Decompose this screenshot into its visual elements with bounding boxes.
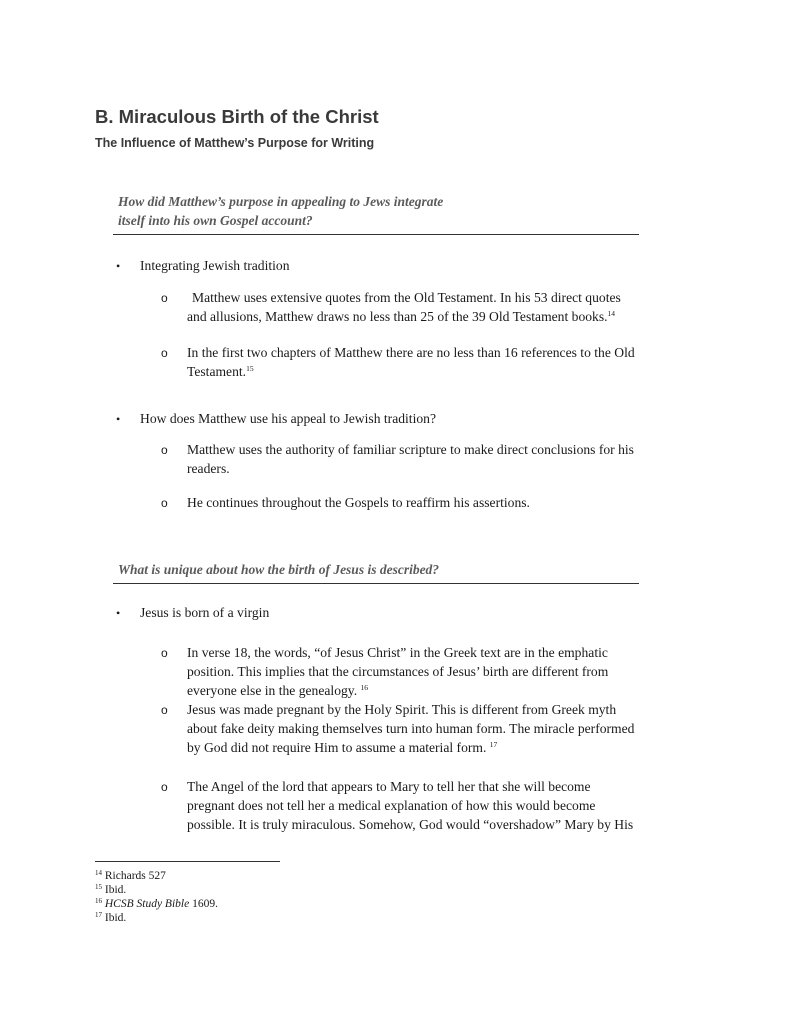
reaffirm-line: He continues throughout the Gospels to reaffirm his assertions. bbox=[187, 495, 530, 510]
footnote-ref-14: 14 bbox=[607, 309, 616, 318]
angel-line-3: possible. It is truly miraculous. Somehow, God would “overshadow” Mary by His bbox=[187, 817, 634, 832]
references-line-1: In the first two chapters of Matthew there are no less than 16 references to the Old bbox=[187, 345, 635, 360]
footnote-separator bbox=[95, 861, 280, 862]
references-line-2: Testament.$^{15}$ bbox=[187, 364, 254, 379]
bullet-marker: • bbox=[116, 412, 121, 426]
authority-line-2: readers. bbox=[187, 461, 230, 476]
question-2-underline bbox=[113, 583, 639, 584]
footnote-ref-16: 16 bbox=[360, 683, 369, 692]
sub-bullet-marker: o bbox=[161, 346, 168, 360]
footnote-ref-17: 17 bbox=[489, 740, 498, 749]
question-1-line-2: itself into his own Gospel account? bbox=[118, 213, 313, 228]
sub-bullet-marker: o bbox=[161, 496, 168, 510]
verse-18-line-2: position. This implies that the circumstances of Jesus’ birth are different from bbox=[187, 664, 609, 679]
footnote-17: $^{17}$ Ibid. bbox=[95, 911, 127, 924]
bullet-integrating-tradition: Integrating Jewish tradition bbox=[140, 258, 290, 273]
holy-spirit-line-2: about fake deity making themselves turn into human form. The miracle performed bbox=[187, 721, 635, 736]
authority-line-1: Matthew uses the authority of familiar scripture to make direct conclusions for his bbox=[187, 442, 634, 457]
question-2: What is unique about how the birth of Jesus is described? bbox=[118, 562, 440, 577]
question-1-underline bbox=[113, 234, 639, 235]
sub-bullet-marker: o bbox=[161, 443, 168, 457]
quotes-line-1: Matthew uses extensive quotes from the Old Testament. In his 53 direct quotes bbox=[192, 290, 621, 305]
sub-bullet-marker: o bbox=[161, 703, 168, 717]
section-subtitle: The Influence of Matthew’s Purpose for Writing bbox=[95, 136, 375, 150]
footnote-16: $^{16}$ HCSB Study Bible 1609. bbox=[95, 897, 218, 910]
section-title: B. Miraculous Birth of the Christ bbox=[95, 106, 379, 127]
verse-18-line-3: everyone else in the genealogy. $^{16}$ bbox=[187, 683, 369, 698]
footnote-15: $^{15}$ Ibid. bbox=[95, 883, 127, 896]
bullet-marker: • bbox=[116, 259, 121, 273]
bullet-appeal-question: How does Matthew use his appeal to Jewish tradition? bbox=[140, 411, 436, 426]
bullet-marker: • bbox=[116, 606, 121, 620]
footnote-ref-15: 15 bbox=[246, 364, 254, 373]
verse-18-line-1: In verse 18, the words, “of Jesus Christ” in the Greek text are in the emphatic bbox=[187, 645, 608, 660]
sub-bullet-marker: o bbox=[161, 780, 168, 794]
sub-bullet-marker: o bbox=[161, 291, 168, 305]
sub-bullet-marker: o bbox=[161, 646, 168, 660]
angel-line-2: pregnant does not tell her a medical explanation of how this would become bbox=[187, 798, 596, 813]
angel-line-1: The Angel of the lord that appears to Mary to tell her that she will become bbox=[187, 779, 591, 794]
holy-spirit-line-1: Jesus was made pregnant by the Holy Spirit. This is different from Greek myth bbox=[187, 702, 617, 717]
footnote-14: $^{14}$ Richards 527 bbox=[95, 869, 166, 882]
quotes-line-2: and allusions, Matthew draws no less than 25 of the 39 Old Testament books.$^{14}$ bbox=[187, 309, 616, 324]
holy-spirit-line-3: by God did not require Him to assume a material form. $^{17}$ bbox=[187, 740, 498, 755]
question-1-line-1: How did Matthew’s purpose in appealing to Jews integrate bbox=[118, 194, 444, 209]
bullet-virgin-birth: Jesus is born of a virgin bbox=[140, 605, 270, 620]
